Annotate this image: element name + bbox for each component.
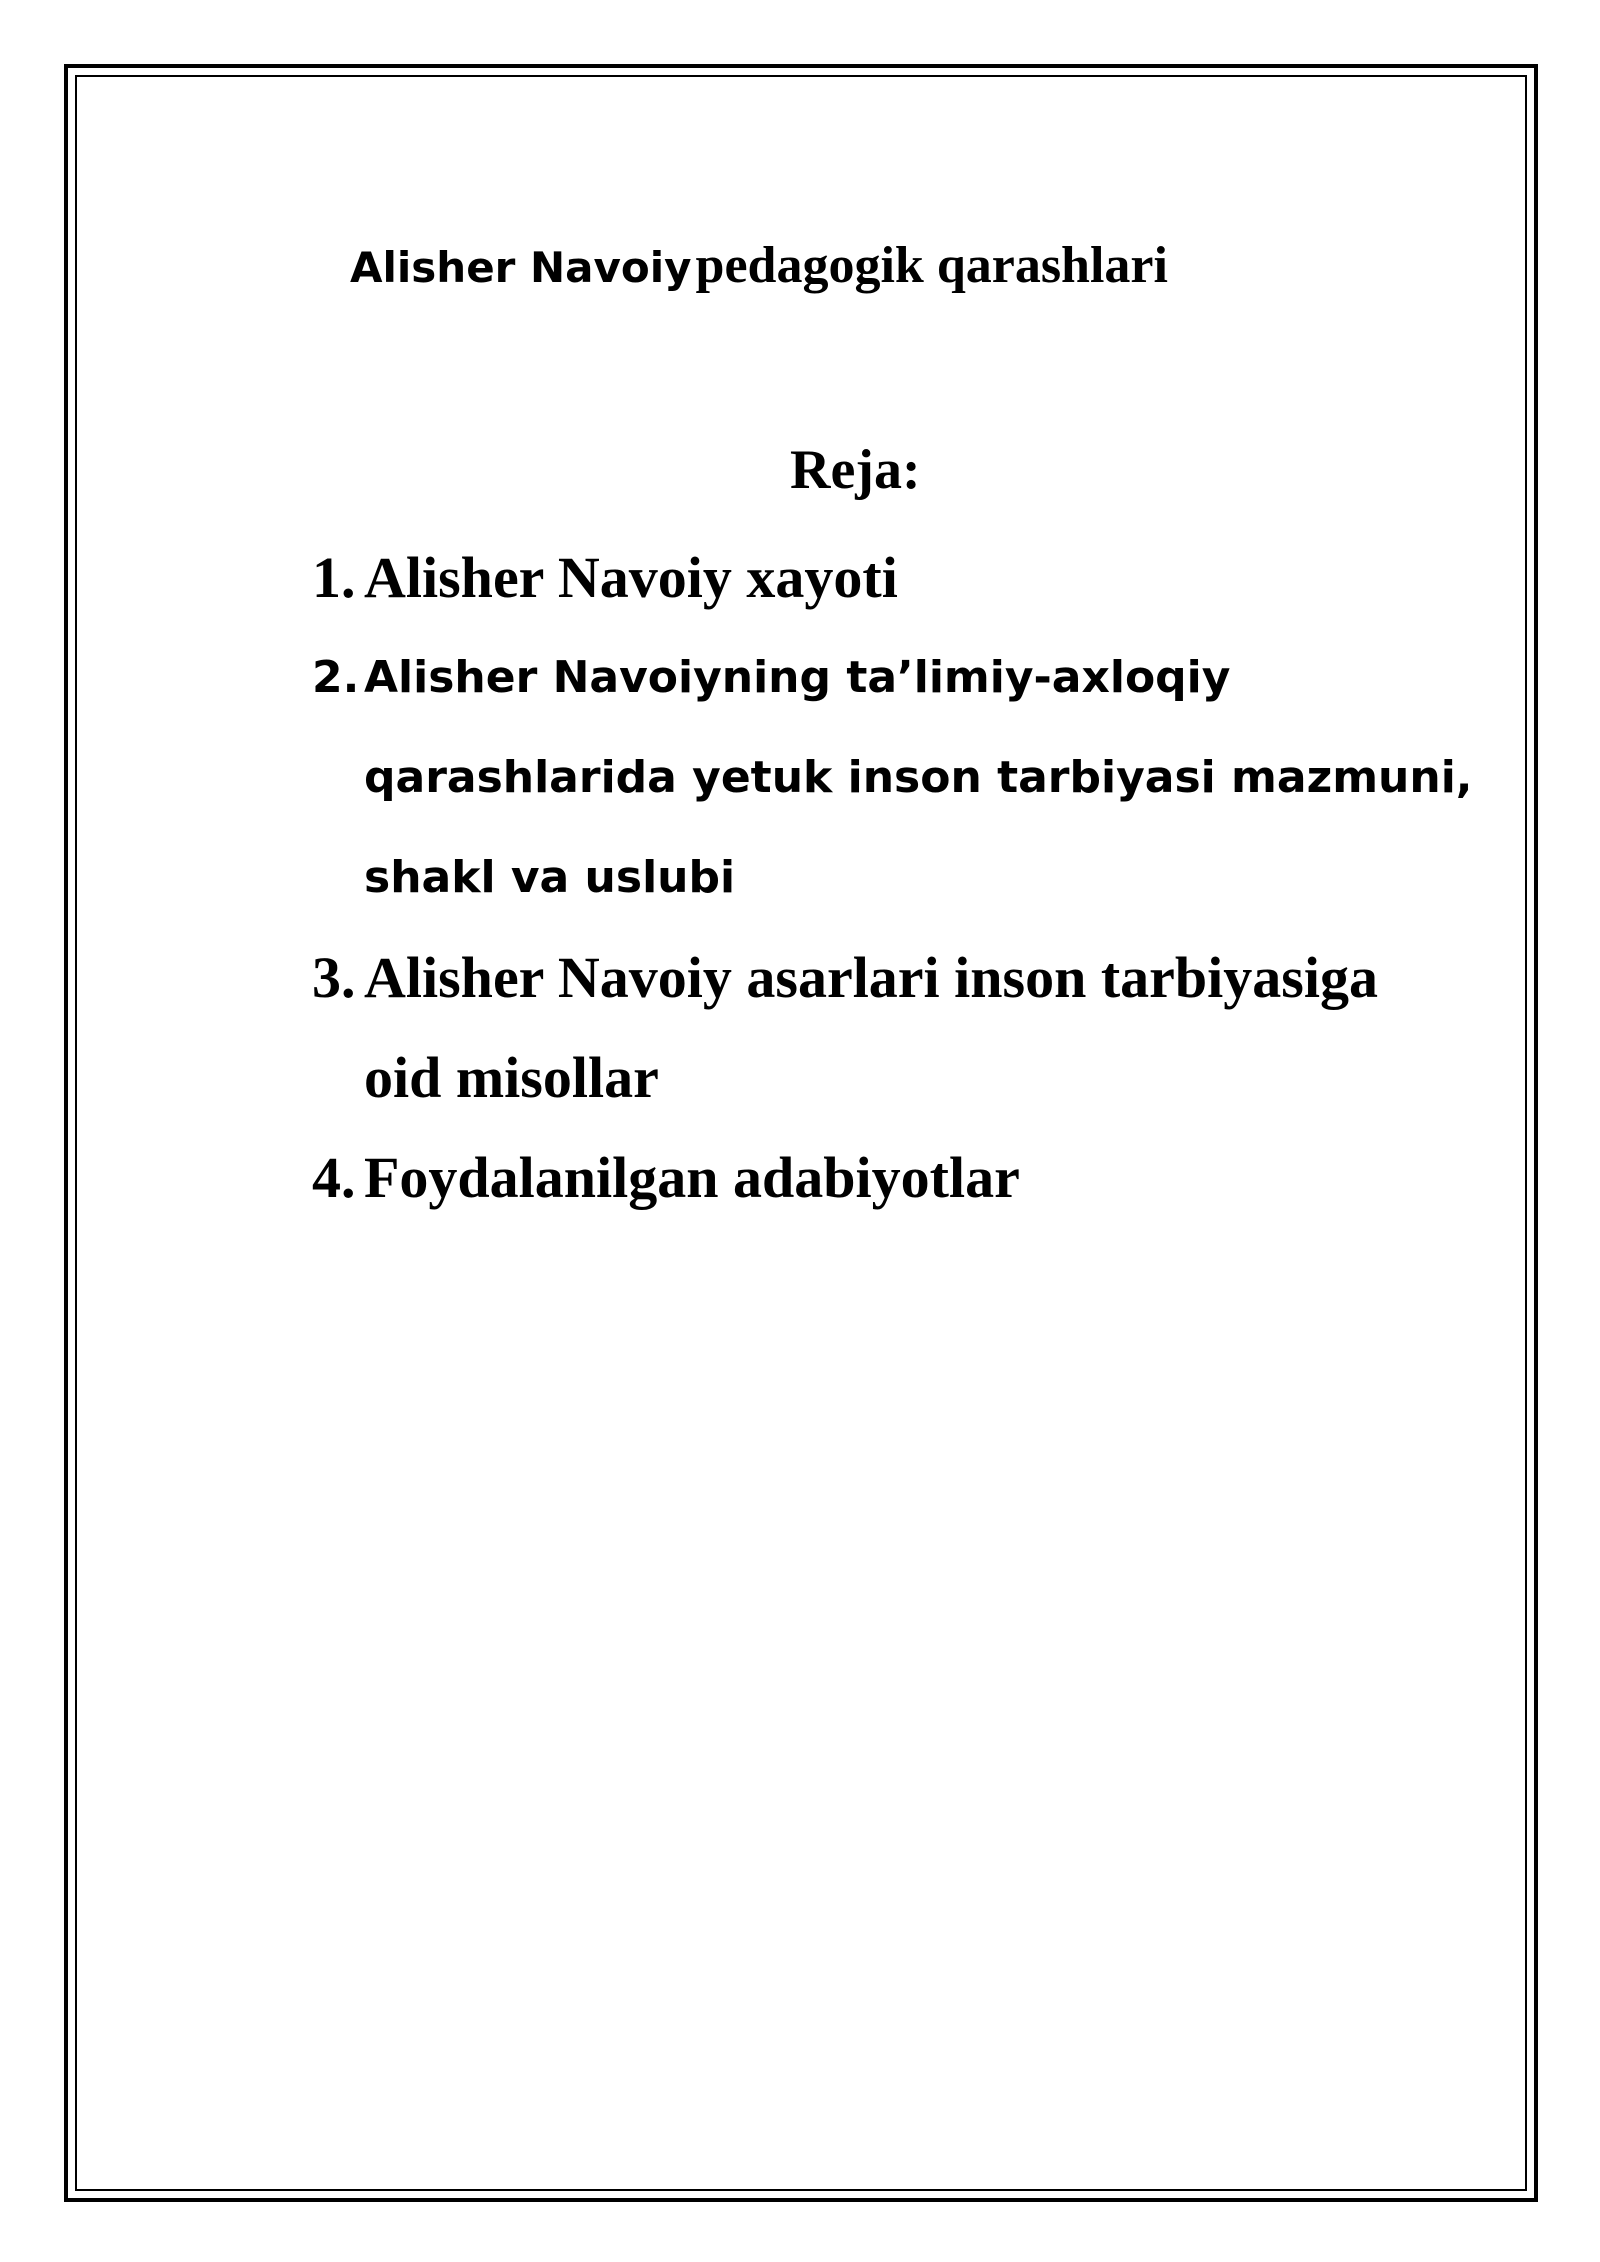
document-title — [350, 236, 1168, 295]
plan-item-line: Alisher Navoiyning ta’limiy-axloqiy — [364, 652, 1231, 703]
plan-item-text — [364, 928, 1378, 1128]
plan-item-number: 4. — [312, 1145, 356, 1210]
plan-item-line: oid misollar — [364, 1045, 659, 1110]
plan-item-line: shakl va uslubi — [364, 852, 736, 903]
plan-item-line: qarashlarida yetuk inson tarbiyasi mazmuni, — [364, 752, 1473, 803]
plan-item-line: Foydalanilgan adabiyotlar — [364, 1145, 1020, 1210]
plan-item-line: Alisher Navoiy asarlari inson tarbiyasiga — [364, 945, 1378, 1010]
plan-item-number: 1. — [312, 545, 356, 610]
plan-item-text — [364, 1128, 1020, 1228]
plan-item-text — [364, 528, 898, 628]
plan-item-text — [364, 628, 1473, 928]
document-title-part2: pedagogik qarashlari — [695, 237, 1168, 294]
plan-item-number: 3. — [312, 945, 356, 1010]
plan-item-number: 2. — [312, 652, 360, 703]
plan-heading: Reja: — [790, 439, 921, 501]
plan-item-line: Alisher Navoiy xayoti — [364, 545, 898, 610]
document-title-part1: Alisher Navoiy — [350, 243, 692, 292]
